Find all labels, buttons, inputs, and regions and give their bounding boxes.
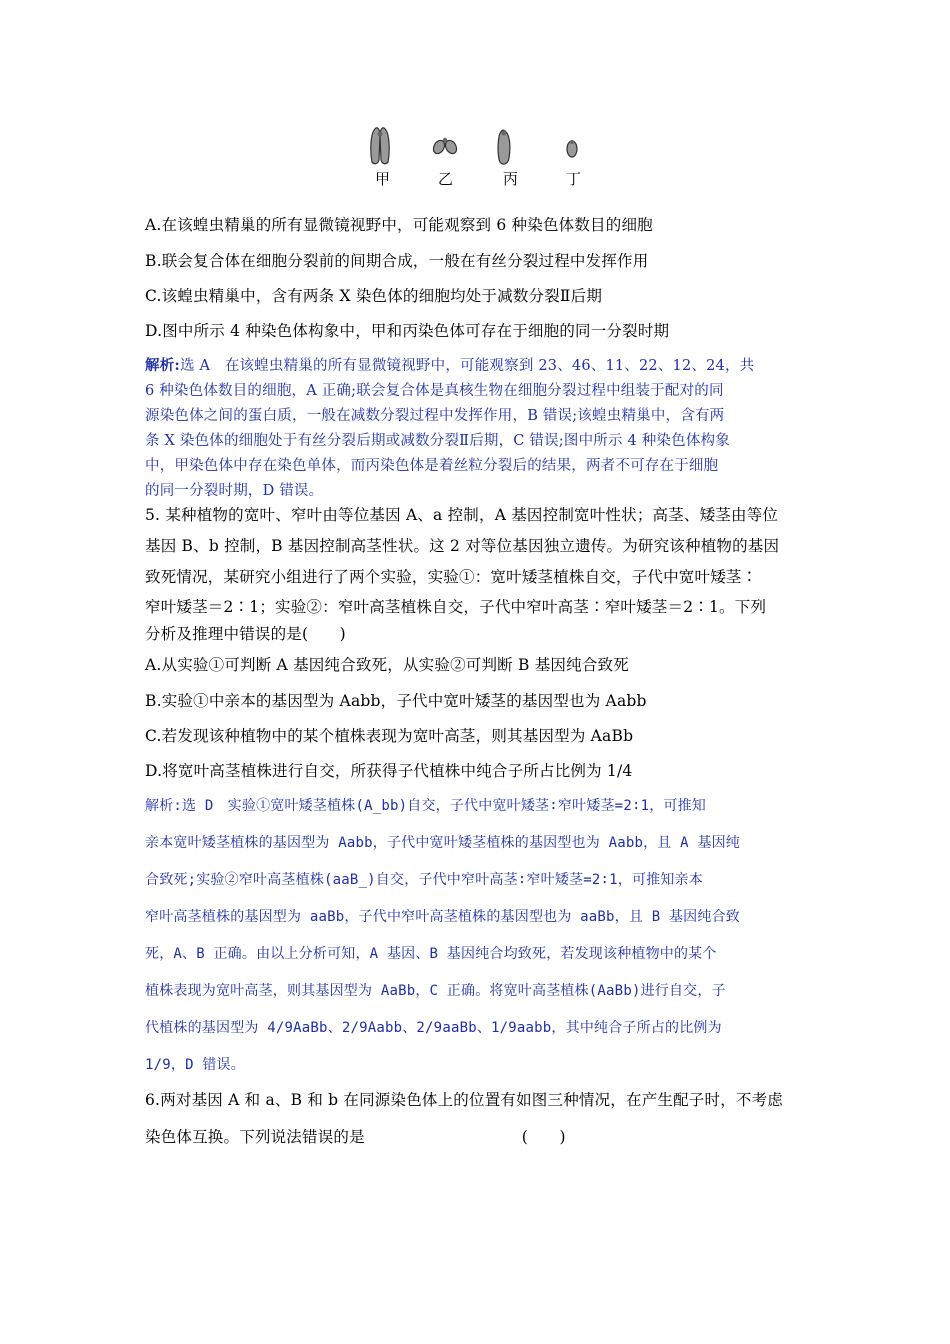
- q4-analysis-line-1: [145, 354, 754, 375]
- q4-analysis-line-4: 条 X 染色体的细胞处于有丝分裂后期或减数分裂Ⅱ后期，C 错误;图中所示 4 种染色体构象: [145, 433, 730, 449]
- chromosome-ding: [567, 140, 577, 157]
- q5-option-d: D.将宽叶高茎植株进行自交，所获得子代植株中纯合子所占比例为 1/4: [145, 762, 633, 780]
- chromosome-yi: [431, 138, 459, 156]
- chromosome-jia: [371, 128, 389, 164]
- q5-option-b: B.实验①中亲本的基因型为 Aabb，子代中宽叶矮茎的基因型也为 Aabb: [145, 692, 647, 710]
- q5-option-c: C.若发现该种植物中的某个植株表现为宽叶高茎，则其基因型为 AaBb: [145, 727, 634, 745]
- q4-option-b: B.联会复合体在细胞分裂前的间期合成，一般在有丝分裂过程中发挥作用: [145, 252, 649, 270]
- q5-analysis-line-6: 植株表现为宽叶高茎，则其基因型为 AaBb，C 正确。将宽叶高茎植株(AaBb)进行自交，子: [145, 983, 726, 999]
- q4-analysis-line-6: 的同一分裂时期，D 错误。: [145, 483, 324, 499]
- q5-analysis-line-8: 1/9，D 错误。: [145, 1057, 245, 1073]
- q5-analysis-line-3: 合致死;实验②窄叶高茎植株(aaB_)自交，子代中窄叶高茎∶窄叶矮茎=2∶1，可推知亲本: [145, 872, 703, 888]
- label-bing: 丙: [503, 170, 519, 188]
- q5-stem-line-4: 窄叶矮茎＝2∶1；实验②：窄叶高茎植株自交，子代中窄叶高茎∶窄叶矮茎＝2∶1。下列: [145, 598, 767, 616]
- q5-stem-line-3: 致死情况，某研究小组进行了两个实验，实验①：宽叶矮茎植株自交，子代中宽叶矮茎∶: [145, 568, 758, 586]
- q5-stem-line-2: 基因 B、b 控制，B 基因控制高茎性状。这 2 对等位基因独立遗传。为研究该种植物的基因: [145, 537, 780, 555]
- label-ding: 丁: [566, 170, 582, 188]
- q5-analysis-line-7: 代植株的基因型为 4/9AaBb、2/9Aabb、2/9aaBb、1/9aabb，其中纯合子所占的比例为: [145, 1020, 722, 1036]
- q5-analysis-line-5: 死，A、B 正确。由以上分析可知，A 基因、B 基因纯合均致死，若发现该种植物中的某个: [145, 946, 717, 962]
- q5-option-a: A.从实验①可判断 A 基因纯合致死，从实验②可判断 B 基因纯合致死: [145, 656, 629, 674]
- label-yi: 乙: [438, 170, 454, 188]
- q5-analysis-line-4: 窄叶高茎植株的基因型为 aaBb，子代中窄叶高茎植株的基因型也为 aaBb，且 B 基因纯合致: [145, 909, 740, 925]
- chromosome-figure: [360, 124, 600, 190]
- q5-stem-line-5: 分析及推理中错误的是( ): [145, 625, 346, 643]
- q4-analysis-line-5: 中，甲染色体中存在染色单体，而丙染色体是着丝粒分裂后的结果，两者不可存在于细胞: [145, 458, 719, 474]
- q5-analysis-line-2: 亲本宽叶矮茎植株的基因型为 Aabb，子代中宽叶矮茎植株的基因型也为 Aabb，且 A 基因纯: [145, 835, 740, 851]
- q6-stem-line-2: 染色体互换。下列说法错误的是 ( ): [145, 1128, 566, 1146]
- q6-stem-line-1: 6.两对基因 A 和 a、B 和 b 在同源染色体上的位置有如图三种情况，在产生配子时，不考虑: [145, 1091, 784, 1109]
- q4-analysis-line-3: 源染色体之间的蛋白质，一般在减数分裂过程中发挥作用，B 错误;该蝗虫精巢中，含有两: [145, 408, 725, 424]
- q5-analysis-line-1: 解析:选 D 实验①宽叶矮茎植株(A_bb)自交，子代中宽叶矮茎∶窄叶矮茎=2∶1，可推知: [145, 798, 706, 814]
- label-jia: 甲: [375, 170, 391, 188]
- q4-option-d: D.图中所示 4 种染色体构象中，甲和丙染色体可存在于细胞的同一分裂时期: [145, 322, 670, 340]
- q4-analysis-text-1: 选 A 在该蝗虫精巢的所有显微镜视野中，可能观察到 23、46、11、22、12、24，共: [179, 358, 755, 374]
- chromosome-drawings: [360, 124, 600, 168]
- q5-stem-line-1: 5. 某种植物的宽叶、窄叶由等位基因 A、a 控制，A 基因控制宽叶性状；高茎、矮茎由等位: [145, 506, 779, 524]
- q4-option-c: C.该蝗虫精巢中，含有两条 X 染色体的细胞均处于减数分裂Ⅱ后期: [145, 287, 603, 305]
- q4-analysis-line-2: 6 种染色体数目的细胞，A 正确;联会复合体是真核生物在细胞分裂过程中组装于配对的同: [145, 383, 724, 399]
- q4-option-a: A.在该蝗虫精巢的所有显微镜视野中，可能观察到 6 种染色体数目的细胞: [145, 216, 653, 234]
- q4-analysis-label: 解析:: [145, 357, 180, 374]
- chromosome-bing: [498, 130, 510, 164]
